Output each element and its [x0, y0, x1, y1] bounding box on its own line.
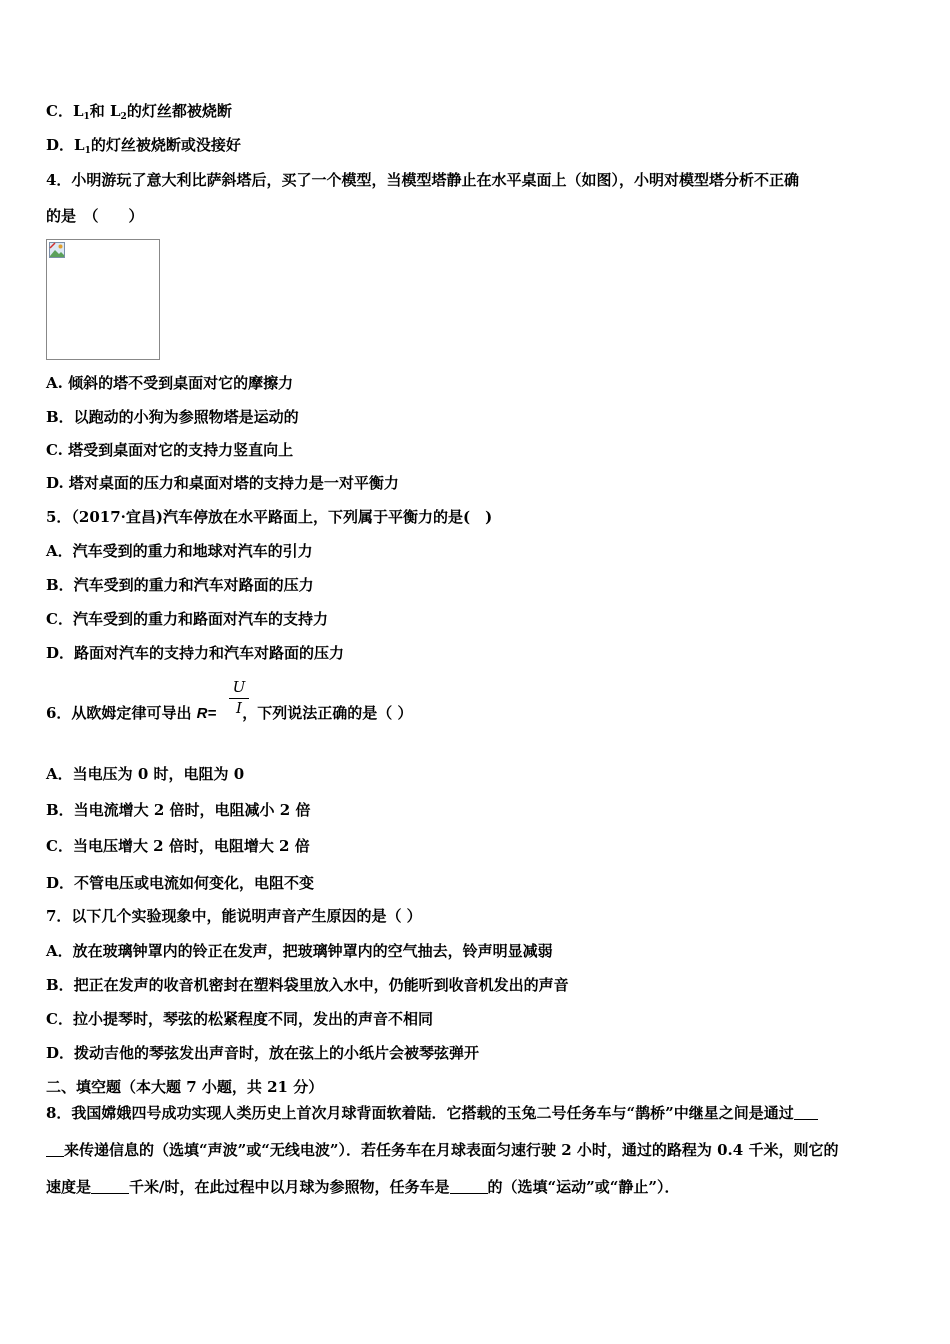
q4-option-c: C. 塔受到桌面对它的支持力竖直向上 [46, 441, 294, 459]
fraction-denominator: I [236, 699, 242, 717]
q3-option-d: D．$L_1$的灯丝被烧断或没接好 [46, 136, 241, 156]
q4-option-b: B．以跑动的小狗为参照物塔是运动的 [46, 408, 299, 426]
answer-blank-1a[interactable] [794, 1103, 818, 1120]
answer-blank-1b[interactable] [46, 1140, 64, 1157]
q6-option-d: D．不管电压或电流如何变化，电阻不变 [46, 874, 315, 892]
q7-option-a: A．放在玻璃钟罩内的铃正在发声，把玻璃钟罩内的空气抽去，铃声明显减弱 [46, 942, 553, 960]
answer-blank-2[interactable] [91, 1177, 129, 1194]
q8-line3: 速度是 千米/时，在此过程中以月球为参照物，任务车是 的（选填“运动”或“静止”）． [46, 1178, 680, 1196]
q3-option-c: C．$L_1$和 $L_2$的灯丝都被烧断 [46, 102, 232, 122]
q5-option-c: C．汽车受到的重力和路面对汽车的支持力 [46, 610, 328, 628]
broken-image-icon [49, 242, 65, 258]
q8-line2: 来传递信息的（选填“声波”或“无线电波”）．若任务车在月球表面匀速行驶 2 小时，通过的路程为 0.4 千米，则它的 [46, 1140, 838, 1160]
ohm-fraction [229, 678, 249, 719]
answer-blank-3[interactable] [450, 1177, 488, 1194]
q7-option-d: D．拨动吉他的琴弦发出声音时，放在弦上的小纸片会被琴弦弹开 [46, 1044, 480, 1062]
formula-r: R= [196, 705, 217, 722]
q6-option-a: A．当电压为 0 时，电阻为 0 [46, 765, 245, 783]
section-fill-in-title: 二、填空题（本大题 7 小题，共 21 分） [46, 1078, 324, 1096]
q6-stem: 6．从欧姆定律可导出 R= ，下列说法正确的是（ ） [46, 704, 413, 722]
q4-option-d: D. 塔对桌面的压力和桌面对塔的支持力是一对平衡力 [46, 474, 399, 492]
q4-stem-line2: 的是 （ ） [46, 207, 144, 225]
q6-option-b: B．当电流增大 2 倍时，电阻减小 2 倍 [46, 801, 311, 819]
q7-stem: 7．以下几个实验现象中，能说明声音产生原因的是（ ） [46, 907, 422, 925]
tower-image-placeholder [46, 239, 160, 360]
fraction-numerator: U [232, 678, 246, 696]
q4-stem-line1: 4．小明游玩了意大利比萨斜塔后，买了一个模型，当模型塔静止在水平桌面上（如图），小明对模型塔分析不正确 [46, 171, 799, 189]
q5-option-a: A．汽车受到的重力和地球对汽车的引力 [46, 542, 313, 560]
q4-option-a: A. 倾斜的塔不受到桌面对它的摩擦力 [46, 374, 294, 392]
q5-option-d: D．路面对汽车的支持力和汽车对路面的压力 [46, 644, 345, 662]
q5-stem: 5．（2017·宜昌)汽车停放在水平路面上，下列属于平衡力的是( ) [46, 508, 493, 526]
q6-option-c: C．当电压增大 2 倍时，电阻增大 2 倍 [46, 837, 310, 855]
q7-option-b: B．把正在发声的收音机密封在塑料袋里放入水中，仍能听到收音机发出的声音 [46, 976, 569, 994]
q8-line1: 8．我国嫦娥四号成功实现人类历史上首次月球背面软着陆．它搭载的玉兔二号任务车与“鹊桥”中继星之间是通过 [46, 1103, 818, 1123]
q5-option-b: B．汽车受到的重力和汽车对路面的压力 [46, 576, 314, 594]
q7-option-c: C．拉小提琴时，琴弦的松紧程度不同，发出的声音不相同 [46, 1010, 433, 1028]
